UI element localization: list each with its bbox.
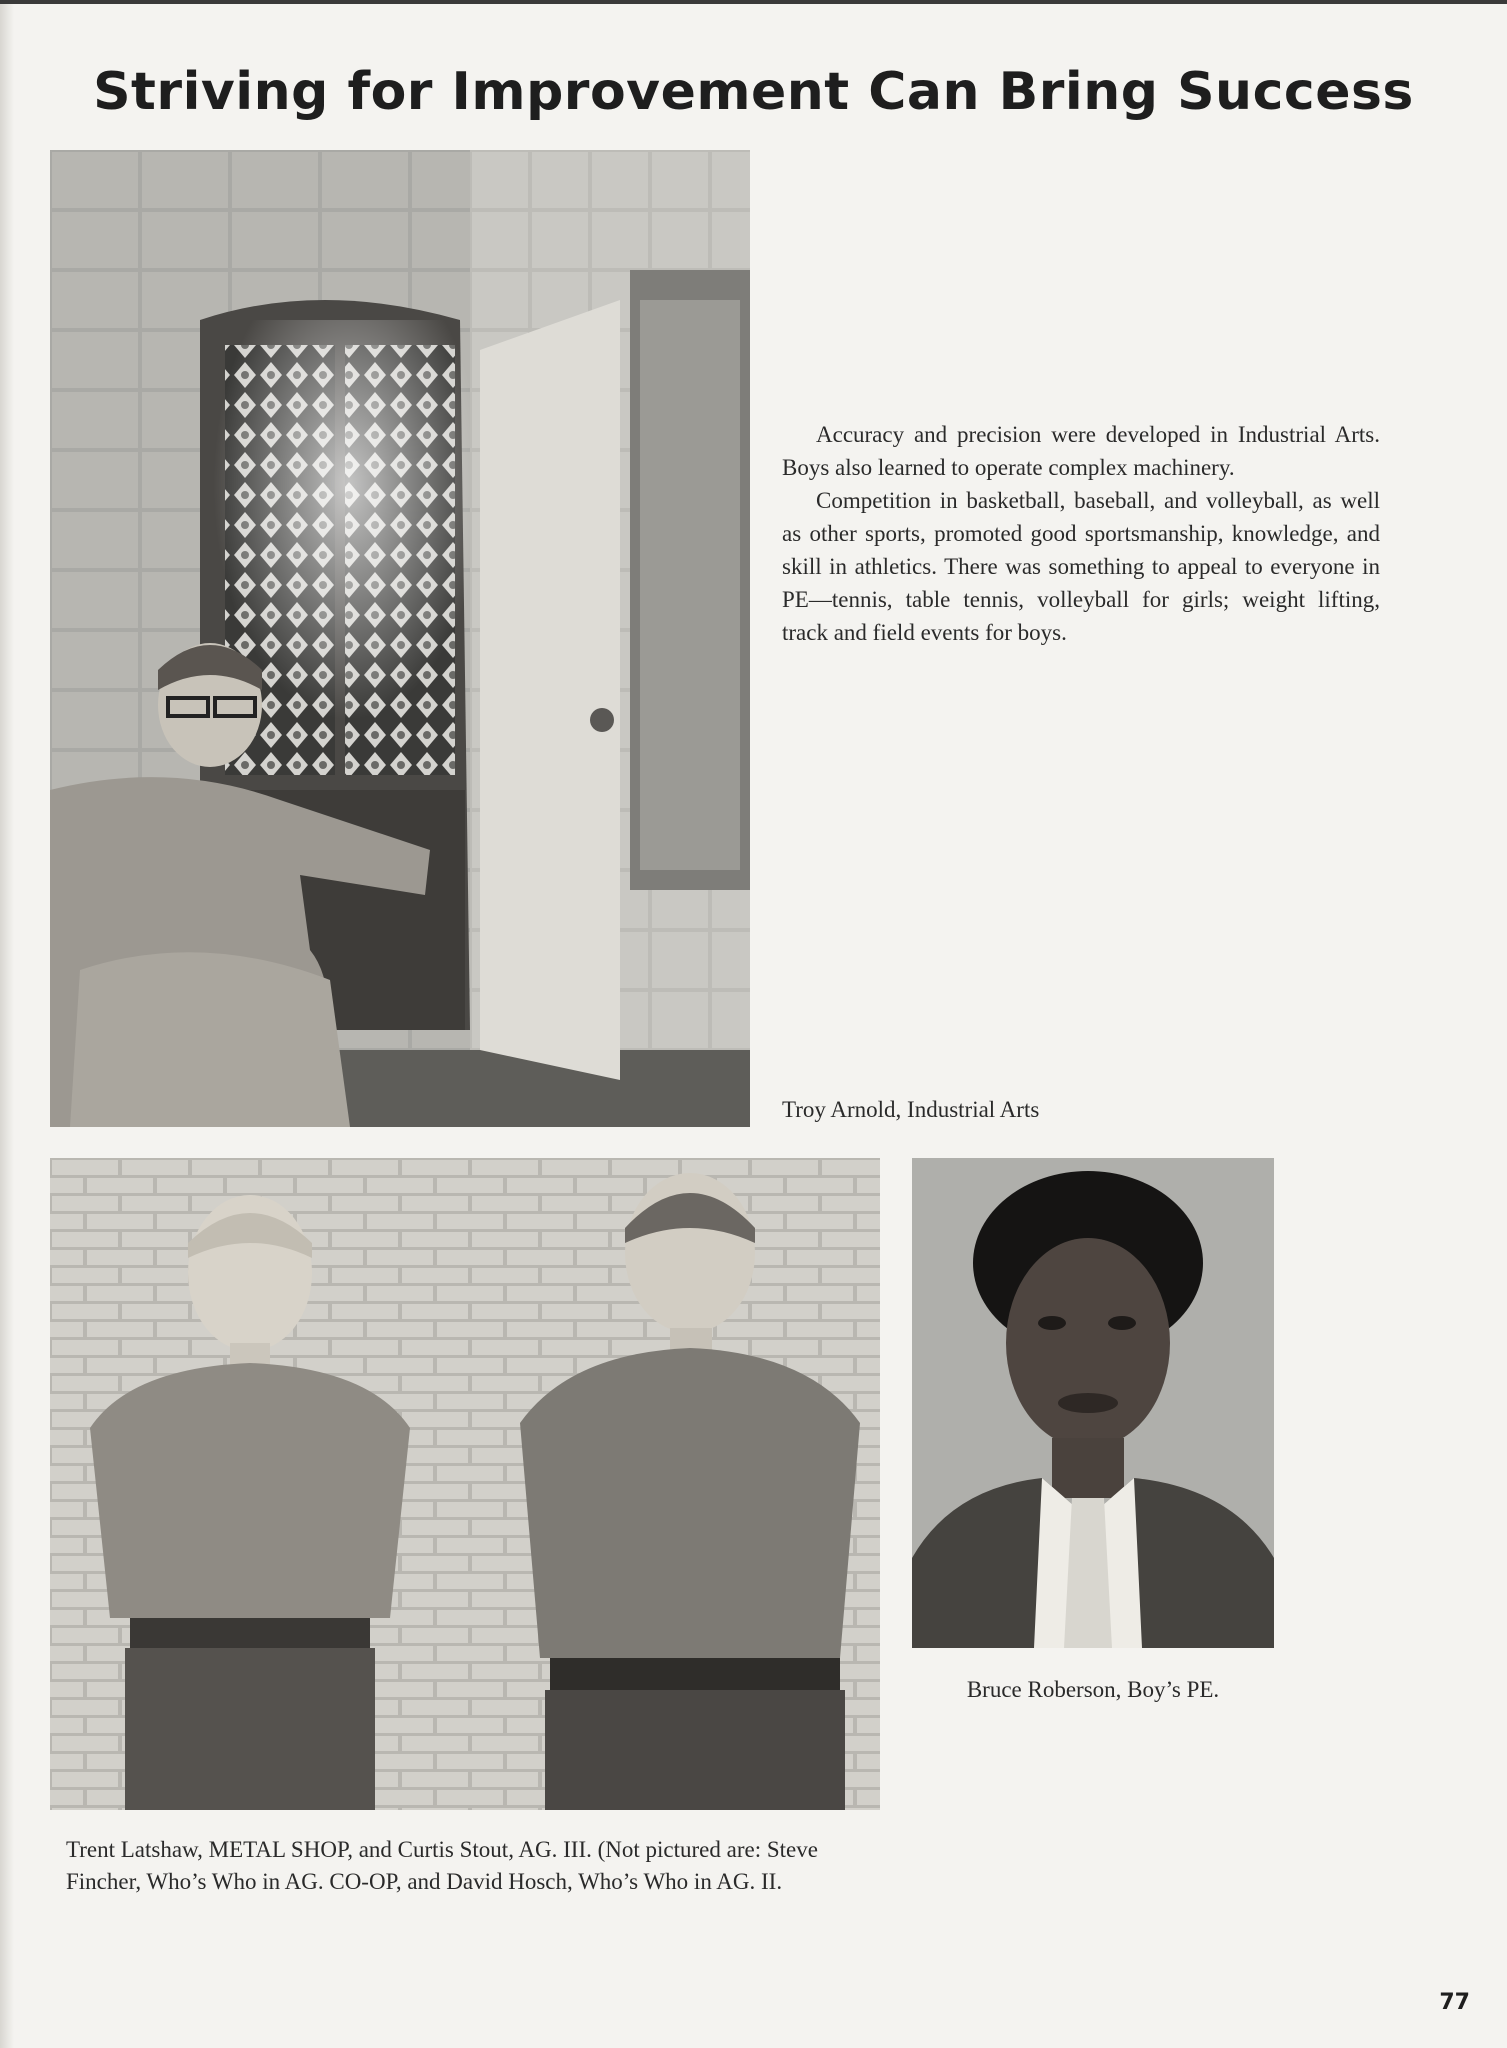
photo-caption: Trent Latshaw, METAL SHOP, and Curtis Stout, AG. III. (Not pictured are: Steve Fincher, Who’s Who in AG. CO-OP, and David Hosch, Who’s Who in AG. II.	[66, 1837, 818, 1894]
page-title: Striving for Improvement Can Bring Success	[93, 62, 1414, 122]
article-paragraph: Competition in basketball, baseball, and volleyball, as well as other sports, promoted good sportsmanship, knowledge, and skill in athletics. There was something to appeal to everyone in PE—tennis, table tennis, volleyball for girls; weight lifting, track and field events for boys.	[782, 488, 1380, 645]
top-rule	[0, 0, 1507, 4]
binding-edge	[0, 0, 14, 2048]
photo-boys-pe	[912, 1158, 1274, 1648]
photo-caption: Troy Arnold, Industrial Arts	[782, 1097, 1040, 1122]
article-paragraph: Accuracy and precision were developed in Industrial Arts. Boys also learned to operate complex machinery.	[782, 422, 1380, 480]
photo-metal-shop-ag-image	[50, 1158, 880, 1810]
photo-boys-pe-image	[912, 1158, 1274, 1648]
photo-industrial-arts-image	[50, 150, 750, 1127]
article-body	[782, 418, 1380, 649]
photo-industrial-arts	[50, 150, 750, 1127]
photo-metal-shop-ag	[50, 1158, 880, 1810]
page-number: 77	[1439, 1990, 1470, 2015]
photo-caption: Bruce Roberson, Boy’s PE.	[966, 1677, 1220, 1702]
